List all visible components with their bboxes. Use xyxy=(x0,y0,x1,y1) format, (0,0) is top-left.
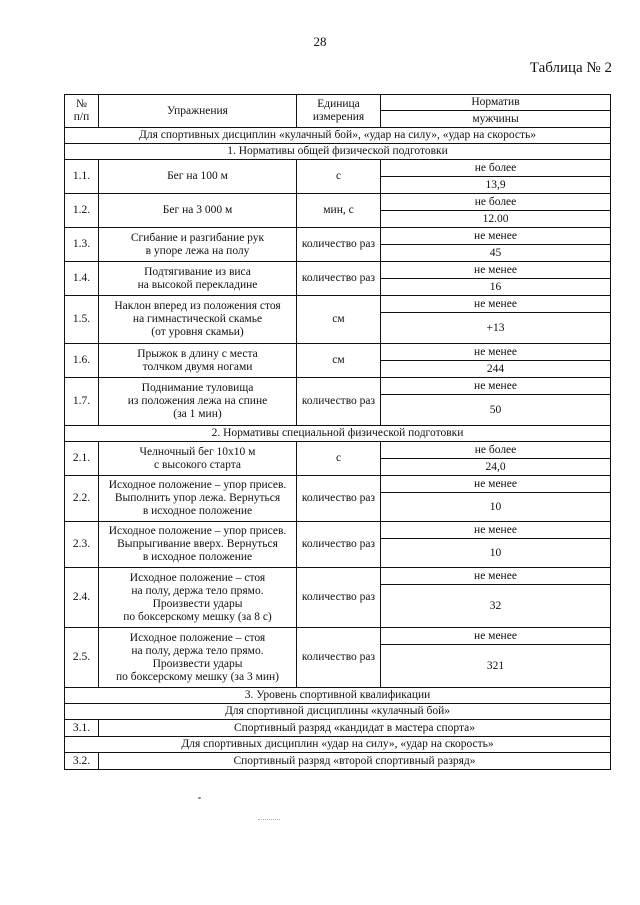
row-num: 1.1. xyxy=(65,160,99,194)
row-value: 16 xyxy=(381,279,611,296)
discipline-strike-row: Для спортивных дисциплин «удар на силу», «удар на скорость» xyxy=(65,737,611,753)
row-value: 10 xyxy=(381,493,611,522)
row-unit: количество раз xyxy=(297,568,381,628)
row-value: 45 xyxy=(381,245,611,262)
row-value: 10 xyxy=(381,539,611,568)
row-condition: не менее xyxy=(381,344,611,361)
row-exercise: Сгибание и разгибание рук в упоре лежа на полу xyxy=(99,228,297,262)
row-unit: количество раз xyxy=(297,262,381,296)
section-3-heading: 3. Уровень спортивной квалификации xyxy=(65,688,611,704)
header-norm: Норматив xyxy=(381,95,611,111)
row-num: 3.2. xyxy=(65,753,99,770)
row-exercise: Наклон вперед из положения стоя на гимнастической скамье (от уровня скамьи) xyxy=(99,296,297,344)
row-unit: с xyxy=(297,442,381,476)
row-unit: количество раз xyxy=(297,378,381,426)
page-number: 28 xyxy=(313,34,327,49)
row-unit: количество раз xyxy=(297,628,381,688)
row-num: 1.4. xyxy=(65,262,99,296)
row-condition: не менее xyxy=(381,568,611,585)
row-value: 244 xyxy=(381,361,611,378)
row-condition: не более xyxy=(381,160,611,177)
row-condition: не более xyxy=(381,194,611,211)
scan-speck xyxy=(198,797,201,799)
row-condition: не более xyxy=(381,442,611,459)
row-exercise: Прыжок в длину с места толчком двумя ногами xyxy=(99,344,297,378)
row-unit: см xyxy=(297,296,381,344)
row-exercise: Бег на 3 000 м xyxy=(99,194,297,228)
row-exercise: Исходное положение – стоя на полу, держа тело прямо. Произвести удары по боксерскому мешку (за 3 мин) xyxy=(99,628,297,688)
row-condition: не менее xyxy=(381,522,611,539)
row-exercise: Исходное положение – упор присев. Выполнить упор лежа. Вернуться в исходное положение xyxy=(99,476,297,522)
row-unit: количество раз xyxy=(297,476,381,522)
header-num: № п/п xyxy=(65,95,99,128)
row-condition: не менее xyxy=(381,296,611,313)
row-num: 2.3. xyxy=(65,522,99,568)
row-condition: не менее xyxy=(381,228,611,245)
row-unit: мин, с xyxy=(297,194,381,228)
row-value: 24,0 xyxy=(381,459,611,476)
norms-table xyxy=(64,94,611,770)
row-num: 1.3. xyxy=(65,228,99,262)
row-num: 1.7. xyxy=(65,378,99,426)
discipline-fist-row: Для спортивной дисциплины «кулачный бой» xyxy=(65,704,611,720)
row-unit: количество раз xyxy=(297,522,381,568)
row-condition: не менее xyxy=(381,378,611,395)
row-num: 1.5. xyxy=(65,296,99,344)
row-value: 321 xyxy=(381,645,611,688)
header-unit: Единица измерения xyxy=(297,95,381,128)
discipline-all-row: Для спортивных дисциплин «кулачный бой», «удар на силу», «удар на скорость» xyxy=(65,128,611,144)
row-condition: не менее xyxy=(381,262,611,279)
header-exercise: Упражнения xyxy=(99,95,297,128)
row-value: 13,9 xyxy=(381,177,611,194)
row-value: +13 xyxy=(381,313,611,344)
qualification-text: Спортивный разряд «кандидат в мастера спорта» xyxy=(99,720,611,737)
scan-speck xyxy=(258,819,280,821)
row-value: 50 xyxy=(381,395,611,426)
row-condition: не менее xyxy=(381,476,611,493)
row-value: 12.00 xyxy=(381,211,611,228)
row-num: 2.5. xyxy=(65,628,99,688)
section-2-heading: 2. Нормативы специальной физической подготовки xyxy=(65,426,611,442)
row-exercise: Подтягивание из виса на высокой перекладине xyxy=(99,262,297,296)
row-num: 1.2. xyxy=(65,194,99,228)
table-caption: Таблица № 2 xyxy=(529,60,612,76)
row-exercise: Челночный бег 10х10 м с высокого старта xyxy=(99,442,297,476)
row-num: 1.6. xyxy=(65,344,99,378)
row-unit: количество раз xyxy=(297,228,381,262)
row-unit: с xyxy=(297,160,381,194)
row-exercise: Бег на 100 м xyxy=(99,160,297,194)
qualification-text: Спортивный разряд «второй спортивный разряд» xyxy=(99,753,611,770)
row-num: 2.4. xyxy=(65,568,99,628)
row-exercise: Исходное положение – стоя на полу, держа тело прямо. Произвести удары по боксерскому мешку (за 8 с) xyxy=(99,568,297,628)
row-unit: см xyxy=(297,344,381,378)
row-condition: не менее xyxy=(381,628,611,645)
section-1-heading: 1. Нормативы общей физической подготовки xyxy=(65,144,611,160)
row-exercise: Поднимание туловища из положения лежа на спине (за 1 мин) xyxy=(99,378,297,426)
row-num: 2.1. xyxy=(65,442,99,476)
row-exercise: Исходное положение – упор присев. Выпрыгивание вверх. Вернуться в исходное положение xyxy=(99,522,297,568)
row-value: 32 xyxy=(381,585,611,628)
row-num: 3.1. xyxy=(65,720,99,737)
header-gender: мужчины xyxy=(381,111,611,128)
row-num: 2.2. xyxy=(65,476,99,522)
